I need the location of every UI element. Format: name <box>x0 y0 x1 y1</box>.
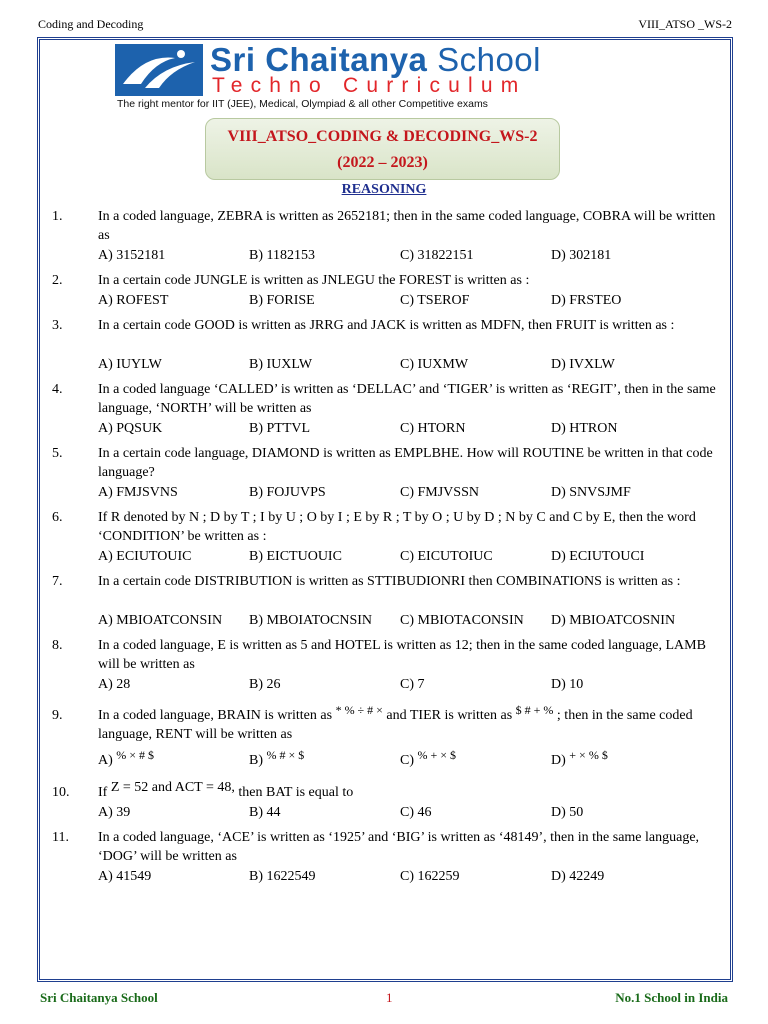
school-banner <box>115 41 663 114</box>
symbol-code: * % ÷ # × <box>335 703 383 717</box>
option-symbols: % × # $ <box>116 748 155 762</box>
option-b: B) 44 <box>249 805 281 820</box>
question-number: 4. <box>52 382 63 397</box>
question-text-part: and TIER is written as <box>386 708 513 723</box>
option-d: D) FRSTEO <box>551 293 622 308</box>
question-text: In a certain code language, DIAMOND is written as EMPLBHE. How will ROUTINE be written in that code language? <box>98 446 713 480</box>
question-text <box>98 703 722 744</box>
option-c: C) EICUTOIUC <box>400 549 493 564</box>
option-b: B) 1622549 <box>249 869 316 884</box>
option-d: D) SNVSJMF <box>551 485 631 500</box>
option-c: C) 31822151 <box>400 248 474 263</box>
running-header-topic: Coding and Decoding <box>38 17 144 31</box>
option-a: A) IUYLW <box>98 357 162 372</box>
question-number: 9. <box>52 708 63 723</box>
option-label: C) <box>400 753 414 768</box>
option-d: D) HTRON <box>551 421 618 436</box>
option-d: D) 50 <box>551 805 584 820</box>
brand-school-text: School <box>437 41 541 78</box>
question-number: 3. <box>52 318 63 333</box>
option-a: A) 3152181 <box>98 248 166 263</box>
option-b: B) FORISE <box>249 293 315 308</box>
question-number: 2. <box>52 273 63 288</box>
question-text-part: then BAT is equal to <box>238 785 354 800</box>
option-a: A) ECIUTOUIC <box>98 549 192 564</box>
question-text: In a certain code GOOD is written as JRRG and JACK is written as MDFN, then FRUIT is written as : <box>98 318 675 333</box>
option-c: C) TSEROF <box>400 293 470 308</box>
option-b: B) EICTUOUIC <box>249 549 342 564</box>
question-text: In a certain code JUNGLE is written as JNLEGU the FOREST is written as : <box>98 273 530 288</box>
option-d: D) 302181 <box>551 248 612 263</box>
option-b: B) FOJUVPS <box>249 485 326 500</box>
option-d: D) ECIUTOUCI <box>551 549 645 564</box>
option-label: B) <box>249 753 263 768</box>
option-d: D) MBIOATCOSNIN <box>551 613 676 628</box>
question-text: In a coded language, E is written as 5 and HOTEL is written as 12; then in the same coded language, LAMB will be written as <box>98 638 706 672</box>
option-d: D) 42249 <box>551 869 605 884</box>
question-text <box>98 780 722 802</box>
option-c: C) 46 <box>400 805 432 820</box>
option-a: A) 28 <box>98 677 131 692</box>
option-c: C) 162259 <box>400 869 460 884</box>
option-c: C) 7 <box>400 677 425 692</box>
option-symbols: % # × $ <box>266 748 305 762</box>
question-number: 1. <box>52 209 63 224</box>
option-c: C) IUXMW <box>400 357 469 372</box>
option-d: D) 10 <box>551 677 584 692</box>
option-c <box>400 748 457 770</box>
question-number: 10. <box>52 785 70 800</box>
question-text-part: In a coded language, BRAIN is written as <box>98 708 333 723</box>
option-b: B) 1182153 <box>249 248 315 263</box>
option-a: A) FMJSVNS <box>98 485 178 500</box>
footer-school-name: Sri Chaitanya School <box>40 990 158 1005</box>
math-expression: Z = 52 <box>110 780 149 795</box>
option-a: A) 39 <box>98 805 131 820</box>
question-number: 5. <box>52 446 63 461</box>
symbol-code: $ # + % <box>515 703 554 717</box>
question-text: In a coded language, ‘ACE’ is written as ‘1925’ and ‘BIG’ is written as ‘48149’, then in the same language, ‘DOG’ will be written as <box>98 830 700 864</box>
question-text-part: and <box>151 780 172 795</box>
question-number: 11. <box>52 830 69 845</box>
option-label: A) <box>98 753 113 768</box>
option-a <box>98 748 155 770</box>
worksheet-title-box <box>205 118 560 180</box>
brand-subtitle: Techno Curriculum <box>212 74 527 97</box>
worksheet-title: VIII_ATSO_CODING & DECODING_WS-2 <box>227 128 538 145</box>
option-b <box>249 748 305 770</box>
option-b: B) PTTVL <box>249 421 311 436</box>
question-text: In a coded language, ZEBRA is written as 2652181; then in the same coded language, COBRA will be written as <box>98 209 716 243</box>
math-expression: ACT = 48, <box>174 780 235 795</box>
option-b: B) 26 <box>249 677 281 692</box>
question-text-part: ; then in the same coded language, RENT will be written as <box>98 708 693 742</box>
option-c: C) MBIOTACONSIN <box>400 613 524 628</box>
option-a: A) MBIOATCONSIN <box>98 613 223 628</box>
page-number: 1 <box>386 990 393 1005</box>
option-c: C) FMJVSSN <box>400 485 479 500</box>
option-b: B) MBOIATOCNSIN <box>249 613 373 628</box>
question-text: In a certain code DISTRIBUTION is written as STTIBUDIONRI then COMBINATIONS is written as : <box>98 574 681 589</box>
question-text: If R denoted by N ; D by T ; I by U ; O by I ; E by R ; T by O ; U by D ; N by C and C by E, then the word ‘CONDITION’ be written as : <box>98 510 696 544</box>
question-text-part: If <box>98 785 108 800</box>
option-label: D) <box>551 753 566 768</box>
question-number: 8. <box>52 638 63 653</box>
question-number: 7. <box>52 574 63 589</box>
option-c: C) HTORN <box>400 421 466 436</box>
question-number: 6. <box>52 510 63 525</box>
option-a: A) PQSUK <box>98 421 163 436</box>
running-header-code: VIII_ATSO _WS-2 <box>638 17 732 31</box>
section-heading: REASONING <box>341 182 427 197</box>
brand-main-text: Sri Chaitanya <box>210 41 428 78</box>
school-logo-icon <box>115 44 203 96</box>
option-d <box>551 748 608 770</box>
worksheet-year: (2022 – 2023) <box>337 154 428 171</box>
option-symbols: + × % $ <box>569 748 608 762</box>
option-d: D) IVXLW <box>551 357 615 372</box>
option-b: B) IUXLW <box>249 357 313 372</box>
footer-slogan: No.1 School in India <box>615 990 728 1005</box>
option-a: A) ROFEST <box>98 293 169 308</box>
question-text: In a coded language ‘CALLED’ is written as ‘DELLAC’ and ‘TIGER’ is written as ‘REGIT’, then in the same language, ‘NORTH’ will be written as <box>98 382 716 416</box>
option-a: A) 41549 <box>98 869 152 884</box>
brand-tagline: The right mentor for IIT (JEE), Medical, Olympiad & all other Competitive exams <box>117 98 488 110</box>
option-symbols: % + × $ <box>417 748 457 762</box>
